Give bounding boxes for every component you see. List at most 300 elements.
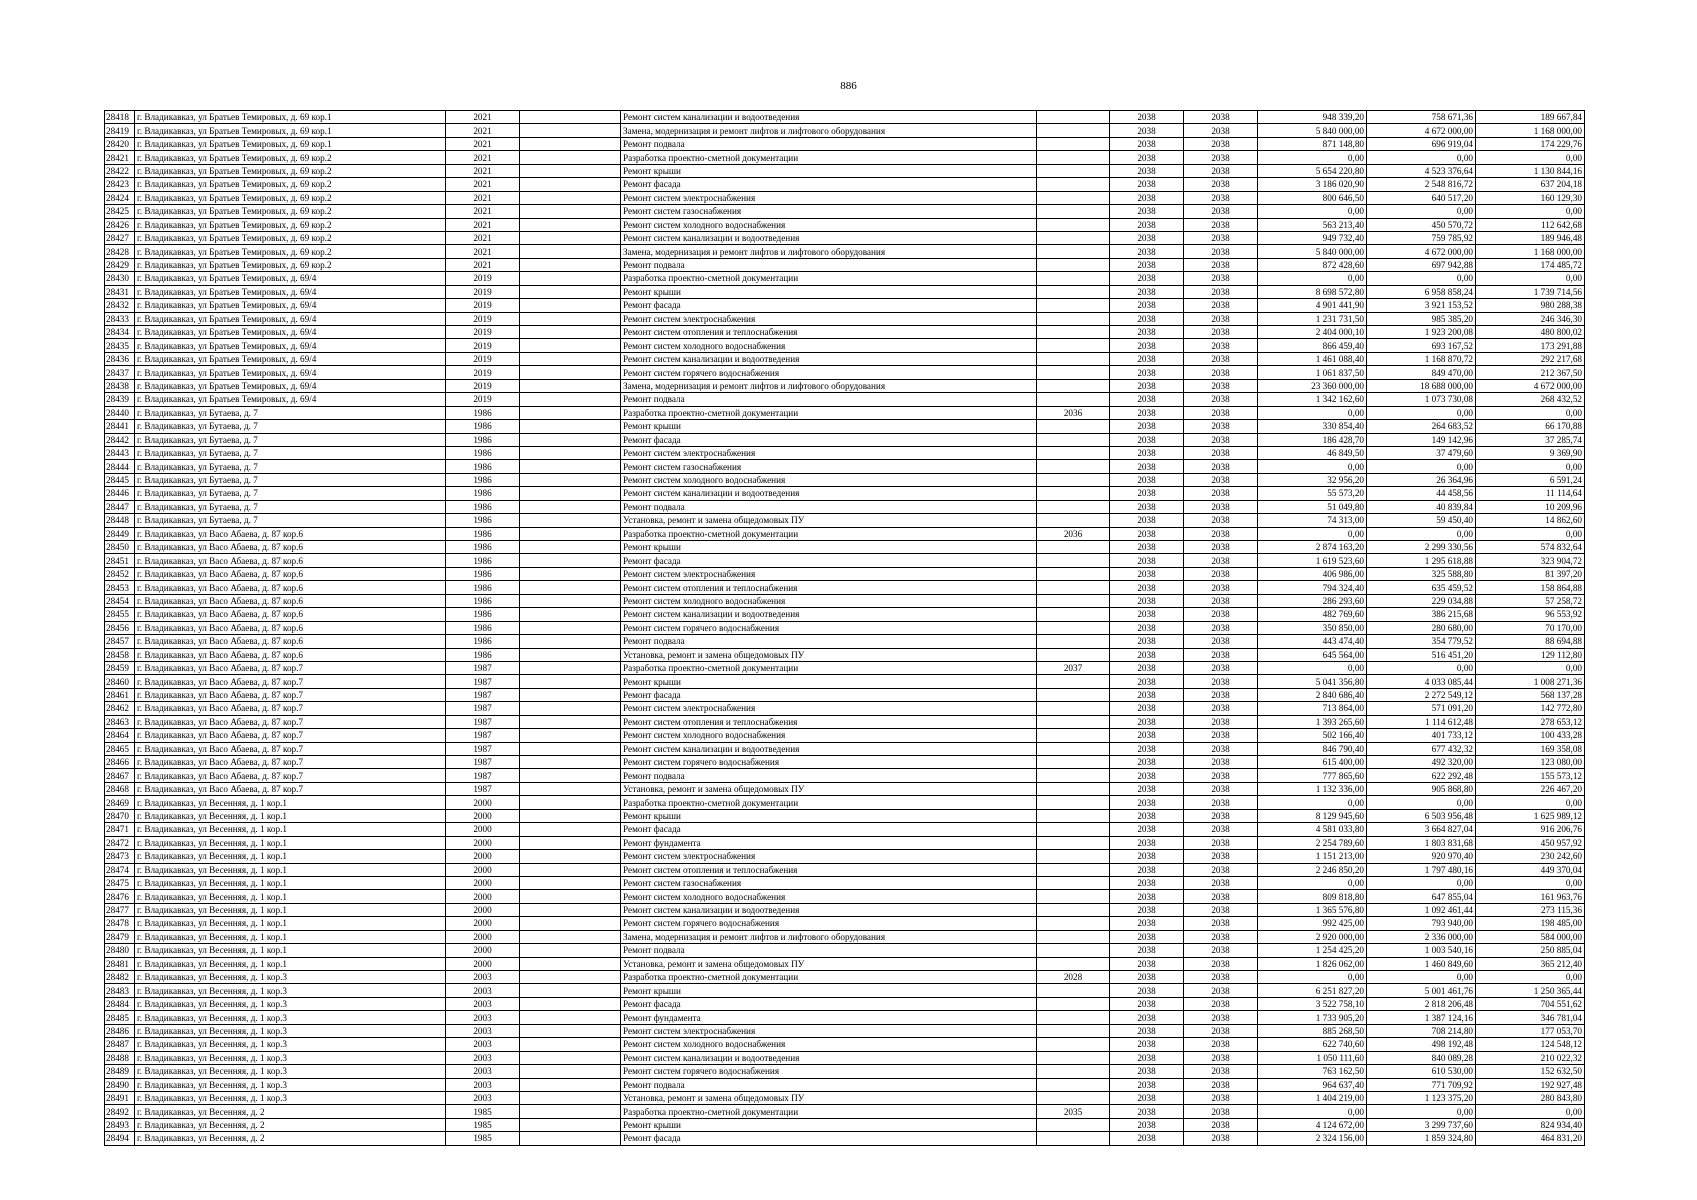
design-year-cell [1037, 702, 1110, 715]
commission-year-cell: 2003 [446, 997, 520, 1010]
row-number-cell: 28472 [105, 836, 135, 849]
plan-year-start-cell: 2038 [1110, 567, 1184, 580]
total-cost-cell: 964 637,40 [1258, 1078, 1367, 1091]
work-type-cell: Ремонт фундамента [621, 836, 1037, 849]
fund-share-cell: 26 364,96 [1367, 473, 1476, 486]
work-type-cell: Ремонт систем электроснабжения [621, 446, 1037, 459]
design-year-cell [1037, 299, 1110, 312]
table-row [105, 756, 1585, 769]
work-type-cell: Ремонт крыши [621, 809, 1037, 822]
commission-year-cell: 2003 [446, 1065, 520, 1078]
commission-year-cell: 2000 [446, 809, 520, 822]
blank-cell [520, 621, 621, 634]
row-number-cell: 28434 [105, 326, 135, 339]
plan-year-end-cell: 2038 [1184, 473, 1258, 486]
blank-cell [520, 1105, 621, 1118]
table-row [105, 339, 1585, 352]
fund-share-cell: 2 272 549,12 [1367, 688, 1476, 701]
commission-year-cell: 1987 [446, 769, 520, 782]
row-number-cell: 28467 [105, 769, 135, 782]
row-number-cell: 28430 [105, 272, 135, 285]
owner-share-cell: 1 625 989,12 [1476, 809, 1585, 822]
table-row [105, 1011, 1585, 1024]
total-cost-cell: 8 698 572,80 [1258, 285, 1367, 298]
address-cell: г. Владикавказ, ул Васо Абаева, д. 87 кор.7 [135, 769, 446, 782]
plan-year-start-cell: 2038 [1110, 258, 1184, 271]
work-type-cell: Ремонт подвала [621, 393, 1037, 406]
total-cost-cell: 0,00 [1258, 205, 1367, 218]
fund-share-cell: 0,00 [1367, 460, 1476, 473]
commission-year-cell: 2000 [446, 930, 520, 943]
commission-year-cell: 2019 [446, 326, 520, 339]
work-type-cell: Ремонт систем холодного водоснабжения [621, 218, 1037, 231]
plan-year-start-cell: 2038 [1110, 1132, 1184, 1145]
plan-year-start-cell: 2038 [1110, 661, 1184, 674]
owner-share-cell: 160 129,30 [1476, 191, 1585, 204]
plan-year-start-cell: 2038 [1110, 850, 1184, 863]
capital-repair-register-table [104, 110, 1585, 1146]
total-cost-cell: 1 231 731,50 [1258, 312, 1367, 325]
address-cell: г. Владикавказ, ул Братьев Темировых, д. 69/4 [135, 393, 446, 406]
plan-year-start-cell: 2038 [1110, 191, 1184, 204]
row-number-cell: 28422 [105, 164, 135, 177]
work-type-cell: Ремонт систем холодного водоснабжения [621, 339, 1037, 352]
row-number-cell: 28455 [105, 608, 135, 621]
owner-share-cell: 198 485,00 [1476, 917, 1585, 930]
blank-cell [520, 917, 621, 930]
fund-share-cell: 2 336 000,00 [1367, 930, 1476, 943]
commission-year-cell: 2003 [446, 984, 520, 997]
plan-year-start-cell: 2038 [1110, 1051, 1184, 1064]
table-row [105, 782, 1585, 795]
table-row [105, 729, 1585, 742]
address-cell: г. Владикавказ, ул Весенняя, д. 1 кор.3 [135, 997, 446, 1010]
fund-share-cell: 920 970,40 [1367, 850, 1476, 863]
owner-share-cell: 142 772,80 [1476, 702, 1585, 715]
total-cost-cell: 992 425,00 [1258, 917, 1367, 930]
total-cost-cell: 777 865,60 [1258, 769, 1367, 782]
address-cell: г. Владикавказ, ул Братьев Темировых, д. 69/4 [135, 339, 446, 352]
work-type-cell: Ремонт систем канализации и водоотведения [621, 742, 1037, 755]
plan-year-start-cell: 2038 [1110, 769, 1184, 782]
table-row [105, 876, 1585, 889]
row-number-cell: 28443 [105, 446, 135, 459]
commission-year-cell: 1987 [446, 715, 520, 728]
blank-cell [520, 218, 621, 231]
row-number-cell: 28470 [105, 809, 135, 822]
work-type-cell: Ремонт фасада [621, 178, 1037, 191]
total-cost-cell: 0,00 [1258, 661, 1367, 674]
fund-share-cell: 386 215,68 [1367, 608, 1476, 621]
address-cell: г. Владикавказ, ул Весенняя, д. 1 кор.1 [135, 903, 446, 916]
owner-share-cell: 704 551,62 [1476, 997, 1585, 1010]
plan-year-end-cell: 2038 [1184, 299, 1258, 312]
commission-year-cell: 1987 [446, 675, 520, 688]
total-cost-cell: 885 268,50 [1258, 1024, 1367, 1037]
fund-share-cell: 1 803 831,68 [1367, 836, 1476, 849]
fund-share-cell: 696 919,04 [1367, 137, 1476, 150]
owner-share-cell: 637 204,18 [1476, 178, 1585, 191]
plan-year-start-cell: 2038 [1110, 124, 1184, 137]
plan-year-start-cell: 2038 [1110, 1011, 1184, 1024]
work-type-cell: Ремонт крыши [621, 1118, 1037, 1131]
row-number-cell: 28451 [105, 554, 135, 567]
commission-year-cell: 1986 [446, 648, 520, 661]
blank-cell [520, 245, 621, 258]
address-cell: г. Владикавказ, ул Васо Абаева, д. 87 кор.6 [135, 608, 446, 621]
commission-year-cell: 1986 [446, 406, 520, 419]
address-cell: г. Владикавказ, ул Васо Абаева, д. 87 кор.6 [135, 581, 446, 594]
plan-year-end-cell: 2038 [1184, 715, 1258, 728]
table-row [105, 487, 1585, 500]
plan-year-end-cell: 2038 [1184, 111, 1258, 124]
row-number-cell: 28438 [105, 379, 135, 392]
commission-year-cell: 2019 [446, 272, 520, 285]
owner-share-cell: 37 285,74 [1476, 433, 1585, 446]
plan-year-start-cell: 2038 [1110, 151, 1184, 164]
work-type-cell: Ремонт подвала [621, 944, 1037, 957]
plan-year-end-cell: 2038 [1184, 1091, 1258, 1104]
owner-share-cell: 365 212,40 [1476, 957, 1585, 970]
plan-year-start-cell: 2038 [1110, 1091, 1184, 1104]
table-row [105, 742, 1585, 755]
table-row [105, 299, 1585, 312]
total-cost-cell: 51 049,80 [1258, 500, 1367, 513]
work-type-cell: Замена, модернизация и ремонт лифтов и лифтового оборудования [621, 379, 1037, 392]
work-type-cell: Ремонт систем холодного водоснабжения [621, 1038, 1037, 1051]
commission-year-cell: 2019 [446, 299, 520, 312]
fund-share-cell: 18 688 000,00 [1367, 379, 1476, 392]
owner-share-cell: 6 591,24 [1476, 473, 1585, 486]
fund-share-cell: 2 548 816,72 [1367, 178, 1476, 191]
work-type-cell: Ремонт фасада [621, 554, 1037, 567]
blank-cell [520, 393, 621, 406]
row-number-cell: 28429 [105, 258, 135, 271]
total-cost-cell: 2 254 789,60 [1258, 836, 1367, 849]
plan-year-start-cell: 2038 [1110, 164, 1184, 177]
table-row [105, 312, 1585, 325]
work-type-cell: Ремонт крыши [621, 420, 1037, 433]
plan-year-start-cell: 2038 [1110, 729, 1184, 742]
owner-share-cell: 449 370,04 [1476, 863, 1585, 876]
owner-share-cell: 96 553,92 [1476, 608, 1585, 621]
blank-cell [520, 473, 621, 486]
address-cell: г. Владикавказ, ул Васо Абаева, д. 87 кор.7 [135, 729, 446, 742]
plan-year-end-cell: 2038 [1184, 621, 1258, 634]
commission-year-cell: 2000 [446, 957, 520, 970]
blank-cell [520, 312, 621, 325]
fund-share-cell: 677 432,32 [1367, 742, 1476, 755]
plan-year-start-cell: 2038 [1110, 433, 1184, 446]
work-type-cell: Установка, ремонт и замена общедомовых ПУ [621, 514, 1037, 527]
address-cell: г. Владикавказ, ул Братьев Темировых, д. 69/4 [135, 272, 446, 285]
plan-year-start-cell: 2038 [1110, 782, 1184, 795]
commission-year-cell: 1987 [446, 688, 520, 701]
design-year-cell [1037, 729, 1110, 742]
plan-year-end-cell: 2038 [1184, 890, 1258, 903]
address-cell: г. Владикавказ, ул Братьев Темировых, д. 69/4 [135, 366, 446, 379]
page-number: 886 [840, 80, 857, 92]
work-type-cell: Ремонт систем холодного водоснабжения [621, 594, 1037, 607]
commission-year-cell: 1986 [446, 635, 520, 648]
design-year-cell [1037, 326, 1110, 339]
commission-year-cell: 1985 [446, 1132, 520, 1145]
total-cost-cell: 0,00 [1258, 876, 1367, 889]
design-year-cell [1037, 796, 1110, 809]
total-cost-cell: 1 254 425,20 [1258, 944, 1367, 957]
total-cost-cell: 3 186 020,90 [1258, 178, 1367, 191]
address-cell: г. Владикавказ, ул Братьев Темировых, д. 69 кор.1 [135, 111, 446, 124]
work-type-cell: Ремонт систем электроснабжения [621, 312, 1037, 325]
row-number-cell: 28424 [105, 191, 135, 204]
address-cell: г. Владикавказ, ул Братьев Темировых, д. 69/4 [135, 312, 446, 325]
table-row [105, 366, 1585, 379]
design-year-cell: 2028 [1037, 971, 1110, 984]
address-cell: г. Владикавказ, ул Весенняя, д. 1 кор.1 [135, 930, 446, 943]
blank-cell [520, 554, 621, 567]
address-cell: г. Владикавказ, ул Васо Абаева, д. 87 кор.7 [135, 661, 446, 674]
fund-share-cell: 1 003 540,16 [1367, 944, 1476, 957]
row-number-cell: 28464 [105, 729, 135, 742]
fund-share-cell: 793 940,00 [1367, 917, 1476, 930]
row-number-cell: 28478 [105, 917, 135, 930]
address-cell: г. Владикавказ, ул Братьев Темировых, д. 69 кор.2 [135, 231, 446, 244]
owner-share-cell: 155 573,12 [1476, 769, 1585, 782]
owner-share-cell: 14 862,60 [1476, 514, 1585, 527]
row-number-cell: 28476 [105, 890, 135, 903]
table-row [105, 594, 1585, 607]
commission-year-cell: 2000 [446, 823, 520, 836]
owner-share-cell: 1 250 365,44 [1476, 984, 1585, 997]
address-cell: г. Владикавказ, ул Весенняя, д. 1 кор.3 [135, 1024, 446, 1037]
address-cell: г. Владикавказ, ул Братьев Темировых, д. 69 кор.2 [135, 218, 446, 231]
design-year-cell [1037, 782, 1110, 795]
plan-year-end-cell: 2038 [1184, 984, 1258, 997]
owner-share-cell: 189 667,84 [1476, 111, 1585, 124]
address-cell: г. Владикавказ, ул Братьев Темировых, д. 69 кор.2 [135, 178, 446, 191]
plan-year-end-cell: 2038 [1184, 393, 1258, 406]
blank-cell [520, 352, 621, 365]
design-year-cell [1037, 1011, 1110, 1024]
address-cell: г. Владикавказ, ул Бутаева, д. 7 [135, 487, 446, 500]
plan-year-end-cell: 2038 [1184, 796, 1258, 809]
blank-cell [520, 420, 621, 433]
design-year-cell [1037, 608, 1110, 621]
address-cell: г. Владикавказ, ул Васо Абаева, д. 87 кор.6 [135, 527, 446, 540]
fund-share-cell: 354 779,52 [1367, 635, 1476, 648]
total-cost-cell: 0,00 [1258, 1105, 1367, 1118]
design-year-cell [1037, 205, 1110, 218]
commission-year-cell: 1986 [446, 420, 520, 433]
work-type-cell: Ремонт систем газоснабжения [621, 876, 1037, 889]
work-type-cell: Ремонт подвала [621, 769, 1037, 782]
table-row [105, 796, 1585, 809]
row-number-cell: 28487 [105, 1038, 135, 1051]
blank-cell [520, 527, 621, 540]
total-cost-cell: 794 324,40 [1258, 581, 1367, 594]
blank-cell [520, 285, 621, 298]
plan-year-start-cell: 2038 [1110, 957, 1184, 970]
fund-share-cell: 0,00 [1367, 406, 1476, 419]
blank-cell [520, 205, 621, 218]
row-number-cell: 28477 [105, 903, 135, 916]
row-number-cell: 28444 [105, 460, 135, 473]
work-type-cell: Установка, ремонт и замена общедомовых ПУ [621, 957, 1037, 970]
total-cost-cell: 800 646,50 [1258, 191, 1367, 204]
fund-share-cell: 0,00 [1367, 876, 1476, 889]
plan-year-start-cell: 2038 [1110, 541, 1184, 554]
design-year-cell [1037, 339, 1110, 352]
plan-year-start-cell: 2038 [1110, 339, 1184, 352]
table-row [105, 1091, 1585, 1104]
design-year-cell [1037, 594, 1110, 607]
blank-cell [520, 111, 621, 124]
row-number-cell: 28426 [105, 218, 135, 231]
blank-cell [520, 823, 621, 836]
address-cell: г. Владикавказ, ул Васо Абаева, д. 87 кор.7 [135, 702, 446, 715]
plan-year-end-cell: 2038 [1184, 997, 1258, 1010]
total-cost-cell: 871 148,80 [1258, 137, 1367, 150]
row-number-cell: 28462 [105, 702, 135, 715]
row-number-cell: 28484 [105, 997, 135, 1010]
plan-year-start-cell: 2038 [1110, 823, 1184, 836]
commission-year-cell: 2000 [446, 876, 520, 889]
owner-share-cell: 70 170,00 [1476, 621, 1585, 634]
row-number-cell: 28475 [105, 876, 135, 889]
plan-year-start-cell: 2038 [1110, 648, 1184, 661]
commission-year-cell: 2021 [446, 258, 520, 271]
plan-year-end-cell: 2038 [1184, 366, 1258, 379]
commission-year-cell: 1986 [446, 541, 520, 554]
design-year-cell [1037, 984, 1110, 997]
plan-year-end-cell: 2038 [1184, 742, 1258, 755]
fund-share-cell: 693 167,52 [1367, 339, 1476, 352]
plan-year-start-cell: 2038 [1110, 272, 1184, 285]
commission-year-cell: 2000 [446, 863, 520, 876]
owner-share-cell: 4 672 000,00 [1476, 379, 1585, 392]
work-type-cell: Ремонт систем канализации и водоотведения [621, 1051, 1037, 1064]
fund-share-cell: 1 114 612,48 [1367, 715, 1476, 728]
blank-cell [520, 231, 621, 244]
commission-year-cell: 1986 [446, 581, 520, 594]
work-type-cell: Разработка проектно-сметной документации [621, 406, 1037, 419]
owner-share-cell: 124 548,12 [1476, 1038, 1585, 1051]
table-row [105, 420, 1585, 433]
plan-year-end-cell: 2038 [1184, 1065, 1258, 1078]
row-number-cell: 28450 [105, 541, 135, 554]
owner-share-cell: 66 170,88 [1476, 420, 1585, 433]
table-row [105, 1078, 1585, 1091]
row-number-cell: 28459 [105, 661, 135, 674]
commission-year-cell: 1986 [446, 594, 520, 607]
design-year-cell [1037, 1024, 1110, 1037]
row-number-cell: 28435 [105, 339, 135, 352]
plan-year-end-cell: 2038 [1184, 272, 1258, 285]
address-cell: г. Владикавказ, ул Братьев Темировых, д. 69 кор.2 [135, 258, 446, 271]
work-type-cell: Разработка проектно-сметной документации [621, 661, 1037, 674]
total-cost-cell: 948 339,20 [1258, 111, 1367, 124]
plan-year-start-cell: 2038 [1110, 218, 1184, 231]
commission-year-cell: 2003 [446, 1038, 520, 1051]
design-year-cell [1037, 420, 1110, 433]
commission-year-cell: 1985 [446, 1118, 520, 1131]
row-number-cell: 28423 [105, 178, 135, 191]
plan-year-end-cell: 2038 [1184, 594, 1258, 607]
work-type-cell: Ремонт фундамента [621, 1011, 1037, 1024]
commission-year-cell: 2000 [446, 890, 520, 903]
plan-year-end-cell: 2038 [1184, 675, 1258, 688]
blank-cell [520, 890, 621, 903]
commission-year-cell: 1986 [446, 554, 520, 567]
address-cell: г. Владикавказ, ул Весенняя, д. 1 кор.1 [135, 944, 446, 957]
design-year-cell [1037, 635, 1110, 648]
row-number-cell: 28490 [105, 1078, 135, 1091]
fund-share-cell: 759 785,92 [1367, 231, 1476, 244]
row-number-cell: 28492 [105, 1105, 135, 1118]
total-cost-cell: 1 619 523,60 [1258, 554, 1367, 567]
owner-share-cell: 112 642,68 [1476, 218, 1585, 231]
commission-year-cell: 1986 [446, 621, 520, 634]
fund-share-cell: 2 818 206,48 [1367, 997, 1476, 1010]
address-cell: г. Владикавказ, ул Весенняя, д. 1 кор.1 [135, 957, 446, 970]
blank-cell [520, 446, 621, 459]
design-year-cell [1037, 258, 1110, 271]
fund-share-cell: 1 092 461,44 [1367, 903, 1476, 916]
fund-share-cell: 622 292,48 [1367, 769, 1476, 782]
design-year-cell [1037, 675, 1110, 688]
work-type-cell: Ремонт крыши [621, 164, 1037, 177]
plan-year-end-cell: 2038 [1184, 406, 1258, 419]
design-year-cell [1037, 1078, 1110, 1091]
total-cost-cell: 2 840 686,40 [1258, 688, 1367, 701]
plan-year-end-cell: 2038 [1184, 1011, 1258, 1024]
work-type-cell: Ремонт систем отопления и теплоснабжения [621, 581, 1037, 594]
owner-share-cell: 980 288,38 [1476, 299, 1585, 312]
plan-year-start-cell: 2038 [1110, 1065, 1184, 1078]
plan-year-end-cell: 2038 [1184, 1118, 1258, 1131]
owner-share-cell: 0,00 [1476, 460, 1585, 473]
address-cell: г. Владикавказ, ул Братьев Темировых, д. 69 кор.2 [135, 164, 446, 177]
fund-share-cell: 1 387 124,16 [1367, 1011, 1476, 1024]
blank-cell [520, 863, 621, 876]
commission-year-cell: 1987 [446, 661, 520, 674]
row-number-cell: 28440 [105, 406, 135, 419]
work-type-cell: Замена, модернизация и ремонт лифтов и лифтового оборудования [621, 124, 1037, 137]
total-cost-cell: 0,00 [1258, 460, 1367, 473]
address-cell: г. Владикавказ, ул Братьев Темировых, д. 69/4 [135, 352, 446, 365]
commission-year-cell: 2021 [446, 205, 520, 218]
work-type-cell: Ремонт систем холодного водоснабжения [621, 473, 1037, 486]
address-cell: г. Владикавказ, ул Братьев Темировых, д. 69 кор.2 [135, 191, 446, 204]
plan-year-start-cell: 2038 [1110, 446, 1184, 459]
work-type-cell: Ремонт крыши [621, 541, 1037, 554]
plan-year-end-cell: 2038 [1184, 917, 1258, 930]
blank-cell [520, 406, 621, 419]
design-year-cell [1037, 352, 1110, 365]
work-type-cell: Ремонт систем горячего водоснабжения [621, 756, 1037, 769]
address-cell: г. Владикавказ, ул Весенняя, д. 1 кор.1 [135, 823, 446, 836]
commission-year-cell: 2021 [446, 231, 520, 244]
address-cell: г. Владикавказ, ул Бутаева, д. 7 [135, 514, 446, 527]
blank-cell [520, 661, 621, 674]
table-row [105, 836, 1585, 849]
work-type-cell: Ремонт систем горячего водоснабжения [621, 1065, 1037, 1078]
plan-year-end-cell: 2038 [1184, 863, 1258, 876]
design-year-cell [1037, 379, 1110, 392]
table-row [105, 648, 1585, 661]
plan-year-end-cell: 2038 [1184, 352, 1258, 365]
plan-year-end-cell: 2038 [1184, 688, 1258, 701]
